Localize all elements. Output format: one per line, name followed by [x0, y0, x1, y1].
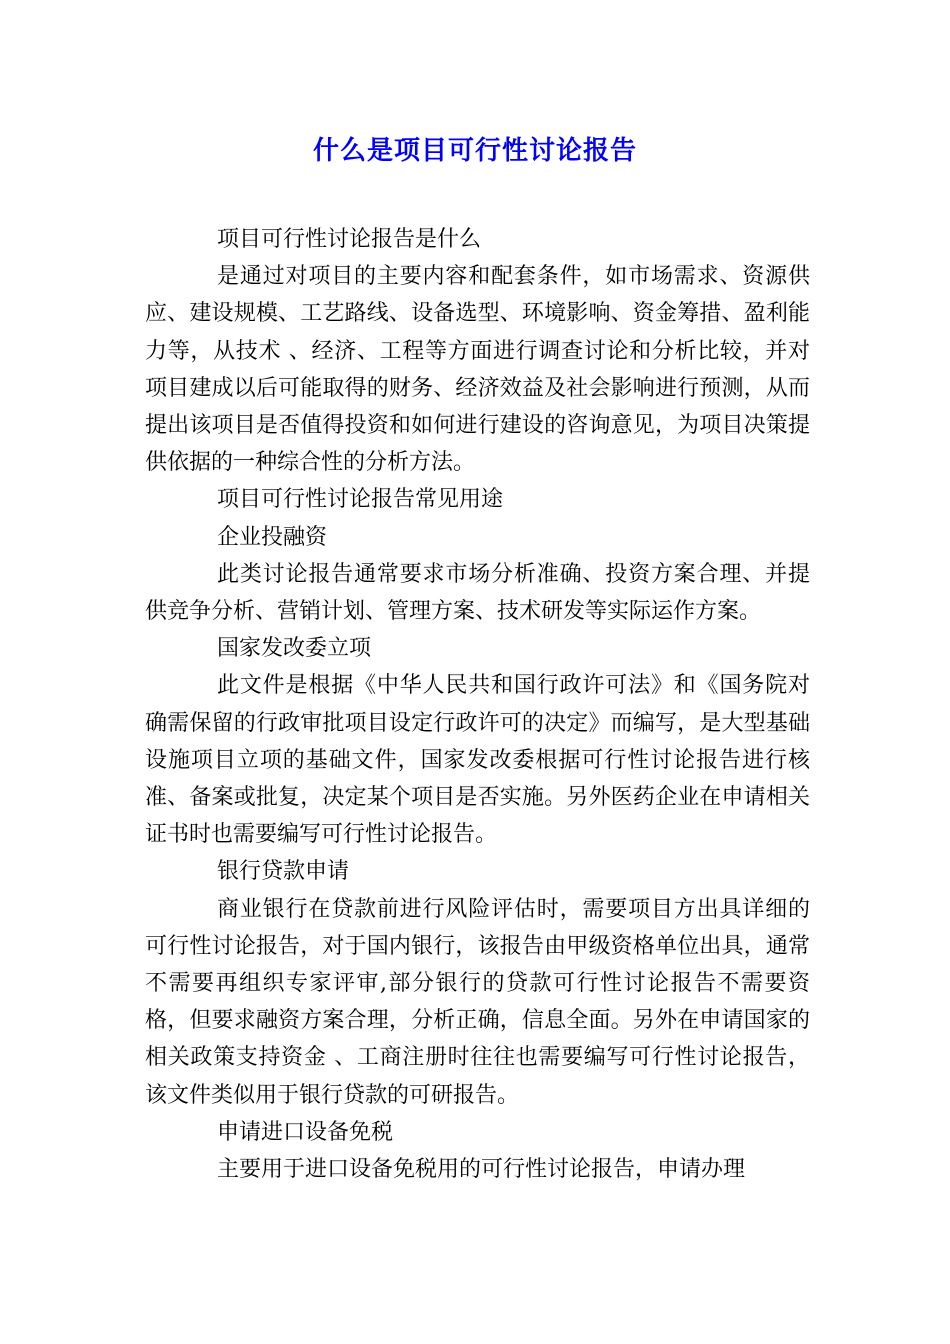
paragraph-enterprise-financing: 此类讨论报告通常要求市场分析准确、投资方案合理、并提供竞争分析、营销计划、管理方案、技术研发等实际运作方案。: [145, 561, 810, 625]
section-heading-what-is: 项目可行性讨论报告是什么: [217, 227, 482, 252]
document-body: [145, 221, 810, 1188]
subheading-import-tax-exemption: 申请进口设备免税: [217, 1119, 394, 1145]
subheading-ndrc-approval: 国家发改委立项: [217, 636, 372, 662]
section-heading-common-uses: 项目可行性讨论报告常见用途: [217, 487, 504, 513]
subheading-enterprise-financing: 企业投融资: [217, 524, 328, 550]
paragraph-bank-loan: 商业银行在贷款前进行风险评估时，需要项目方出具详细的可行性讨论报告，对于国内银行，该报告由甲级资格单位出具，通常不需要再组织专家评审,部分银行的贷款可行性讨论报告不需要资格，但要求融资方案合理，分析正确，信息全面。另外在申请国家的相关政策支持资金 、工商注册时往往也需要编写可行性讨论报告，该文件类似用于银行贷款的可研报告。: [145, 896, 810, 1108]
paragraph-definition: 是通过对项目的主要内容和配套条件，如市场需求、资源供应、建设规模、工艺路线、设备选型、环境影响、资金筹措、盈利能力等，从技术 、经济、工程等方面进行调查讨论和分析比较，并对项目建成以后可能取得的财务、经济效益及社会影响进行预测，从而提出该项目是否值得投资和如何进行建设的咨询意见，为项目决策提供依据的一种综合性的分析方法。: [145, 264, 810, 476]
paragraph-import-tax-exemption: 主要用于进口设备免税用的可行性讨论报告，申请办理: [217, 1157, 746, 1183]
paragraph-ndrc-approval: 此文件是根据《中华人民共和国行政许可法》和《国务院对确需保留的行政审批项目设定行政许可的决定》而编写，是大型基础设施项目立项的基础文件，国家发改委根据可行性讨论报告进行核准、备案或批复，决定某个项目是否实施。另外医药企业在申请相关证书时也需要编写可行性讨论报告。: [145, 673, 810, 848]
subheading-bank-loan: 银行贷款申请: [217, 859, 350, 885]
document-title: 什么是项目可行性讨论报告: [312, 136, 637, 166]
